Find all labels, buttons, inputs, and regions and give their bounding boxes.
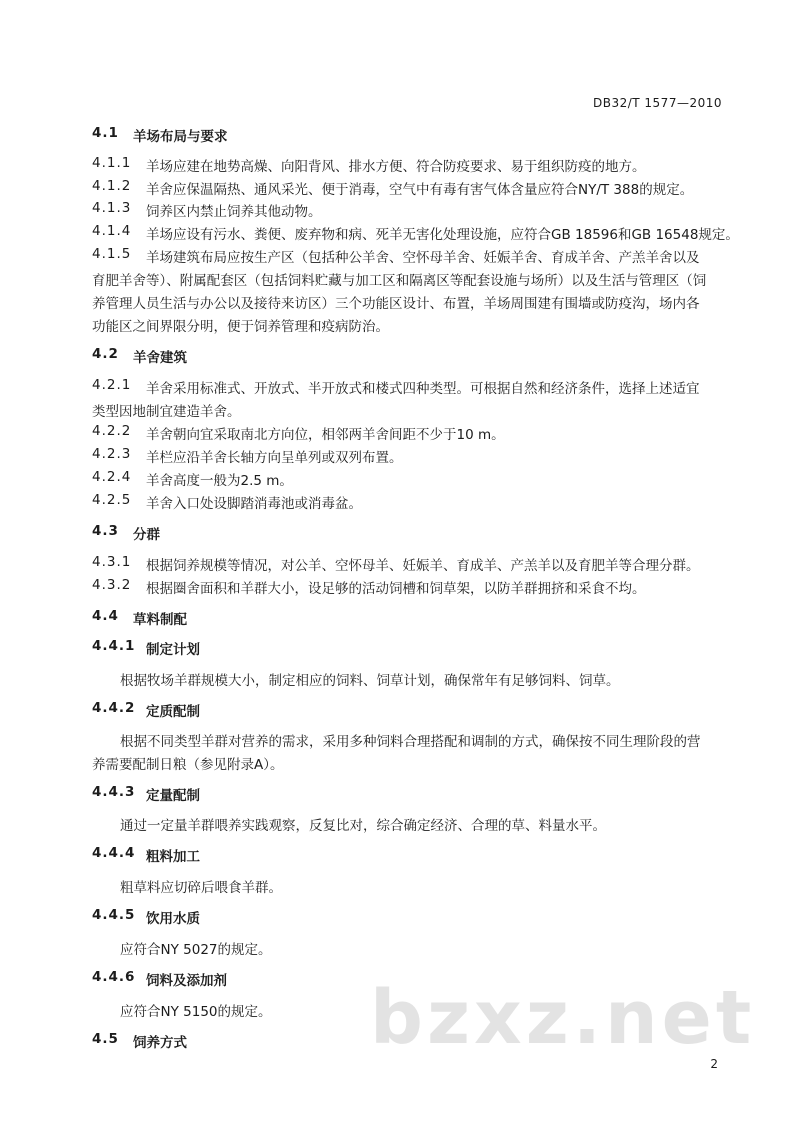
clause-number: 4.1.2: [92, 178, 132, 194]
clause-text: 羊舍朝向宜采取南北方向位，相邻两羊舍间距不少于10 m。: [146, 427, 505, 443]
clause-text: 应符合NY 5150的规定。: [120, 1004, 272, 1020]
clause-text: 定质配制: [146, 704, 200, 720]
clause-number: 4.2.3: [92, 446, 132, 462]
clause-text: 羊舍高度一般为2.5 m。: [146, 473, 293, 489]
section-heading: [92, 1031, 187, 1051]
clause-number: 4.4.6: [92, 969, 136, 985]
clause-text: 羊场布局与要求: [133, 129, 228, 145]
section-heading: [92, 784, 200, 804]
clause-text: 分群: [133, 527, 160, 543]
clause-number: 4.3.2: [92, 577, 132, 593]
clause-text: 草料制配: [133, 612, 187, 628]
clause-text: 饲养方式: [133, 1035, 187, 1051]
clause-text: 应符合NY 5027的规定。: [120, 942, 272, 958]
paragraph-line: [92, 155, 646, 175]
section-heading: [92, 346, 187, 366]
clause-number: 4.3.1: [92, 554, 132, 570]
clause-number: 4.4.2: [92, 700, 136, 716]
clause-number: 4.4: [92, 608, 119, 624]
section-heading: [92, 638, 200, 658]
clause-text: 饲养区内禁止饲养其他动物。: [146, 204, 322, 220]
page-number: 2: [710, 1057, 718, 1071]
paragraph-line: [92, 377, 700, 397]
section-heading: [92, 969, 227, 989]
section-heading: [92, 700, 200, 720]
clause-text: 羊舍应保温隔热、通风采光、便于消毒，空气中有毒有害气体含量应符合NY/T 388的规定。: [146, 182, 694, 198]
clause-number: 4.5: [92, 1031, 119, 1047]
clause-text: 功能区之间界限分明，便于饲养管理和疫病防治。: [92, 319, 389, 335]
watermark: bzxz.net: [370, 975, 756, 1061]
clause-text: 羊舍建筑: [133, 350, 187, 366]
clause-text: 类型因地制宜建造羊舍。: [92, 404, 241, 420]
paragraph-line: [92, 577, 646, 597]
section-heading: [92, 523, 160, 543]
section-heading: [92, 608, 187, 628]
section-heading: [92, 125, 228, 145]
clause-number: 4.1: [92, 125, 119, 141]
clause-number: 4.2.4: [92, 469, 132, 485]
clause-text: 羊栏应沿羊舍长轴方向呈单列或双列布置。: [146, 450, 403, 466]
clause-number: 4.1.1: [92, 155, 132, 171]
clause-number: 4.2.2: [92, 423, 132, 439]
clause-number: 4.2.5: [92, 492, 132, 508]
standard-code: DB32/T 1577—2010: [592, 96, 722, 110]
clause-text: 定量配制: [146, 788, 200, 804]
clause-text: 粗料加工: [146, 849, 200, 865]
clause-text: 根据不同类型羊群对营养的需求，采用多种饲料合理搭配和调制的方式，确保按不同生理阶段的营: [120, 734, 701, 750]
paragraph-line: [92, 246, 700, 266]
clause-text: 通过一定量羊群喂养实践观察，反复比对，综合确定经济、合理的草、料量水平。: [120, 818, 606, 834]
clause-text: 养管理人员生活与办公以及接待来访区）三个功能区设计、布置，羊场周围建有围墙或防疫沟，场内各: [92, 296, 700, 312]
section-heading: [92, 907, 200, 927]
clause-number: 4.1.4: [92, 223, 132, 239]
clause-number: 4.4.4: [92, 845, 136, 861]
clause-number: 4.2.1: [92, 377, 132, 393]
clause-number: 4.2: [92, 346, 119, 362]
clause-text: 饲料及添加剂: [146, 973, 227, 989]
paragraph-line: [92, 178, 694, 198]
clause-text: 根据圈舍面积和羊群大小，设足够的活动饲槽和饲草架，以防羊群拥挤和采食不均。: [146, 581, 646, 597]
clause-number: 4.4.1: [92, 638, 136, 654]
clause-number: 4.4.3: [92, 784, 136, 800]
paragraph-line: [92, 492, 362, 512]
clause-text: 饮用水质: [146, 911, 200, 927]
clause-text: 羊场建筑布局应按生产区（包括种公羊舍、空怀母羊舍、妊娠羊舍、育成羊舍、产羔羊舍以及: [146, 250, 700, 266]
clause-text: 羊场应设有污水、粪便、废弃物和病、死羊无害化处理设施，应符合GB 18596和GB 16548规定。: [146, 227, 739, 243]
clause-text: 育肥羊舍等）、附属配套区（包括饲料贮藏与加工区和隔离区等配套设施与场所）以及生活与管理区（饲: [92, 273, 707, 289]
paragraph-line: [92, 423, 505, 443]
paragraph-line: [92, 200, 322, 220]
clause-text: 养需要配制日粮（参见附录A）。: [92, 757, 284, 773]
clause-number: 4.4.5: [92, 907, 136, 923]
paragraph-line: [92, 223, 739, 243]
clause-text: 粗草料应切碎后喂食羊群。: [120, 880, 282, 896]
clause-number: 4.1.3: [92, 200, 132, 216]
clause-text: 羊舍入口处设脚踏消毒池或消毒盆。: [146, 496, 362, 512]
clause-text: 羊舍采用标准式、开放式、半开放式和楼式四种类型。可根据自然和经济条件，选择上述适宜: [146, 381, 700, 397]
clause-text: 制定计划: [146, 642, 200, 658]
clause-number: 4.3: [92, 523, 119, 539]
paragraph-line: [92, 554, 700, 574]
clause-text: 根据牧场羊群规模大小，制定相应的饲料、饲草计划，确保常年有足够饲料、饲草。: [120, 673, 620, 689]
clause-text: 羊场应建在地势高燥、向阳背风、排水方便、符合防疫要求、易于组织防疫的地方。: [146, 159, 646, 175]
paragraph-line: [92, 446, 403, 466]
clause-text: 根据饲养规模等情况，对公羊、空怀母羊、妊娠羊、育成羊、产羔羊以及育肥羊等合理分群。: [146, 558, 700, 574]
paragraph-line: [92, 469, 293, 489]
section-heading: [92, 845, 200, 865]
clause-number: 4.1.5: [92, 246, 132, 262]
